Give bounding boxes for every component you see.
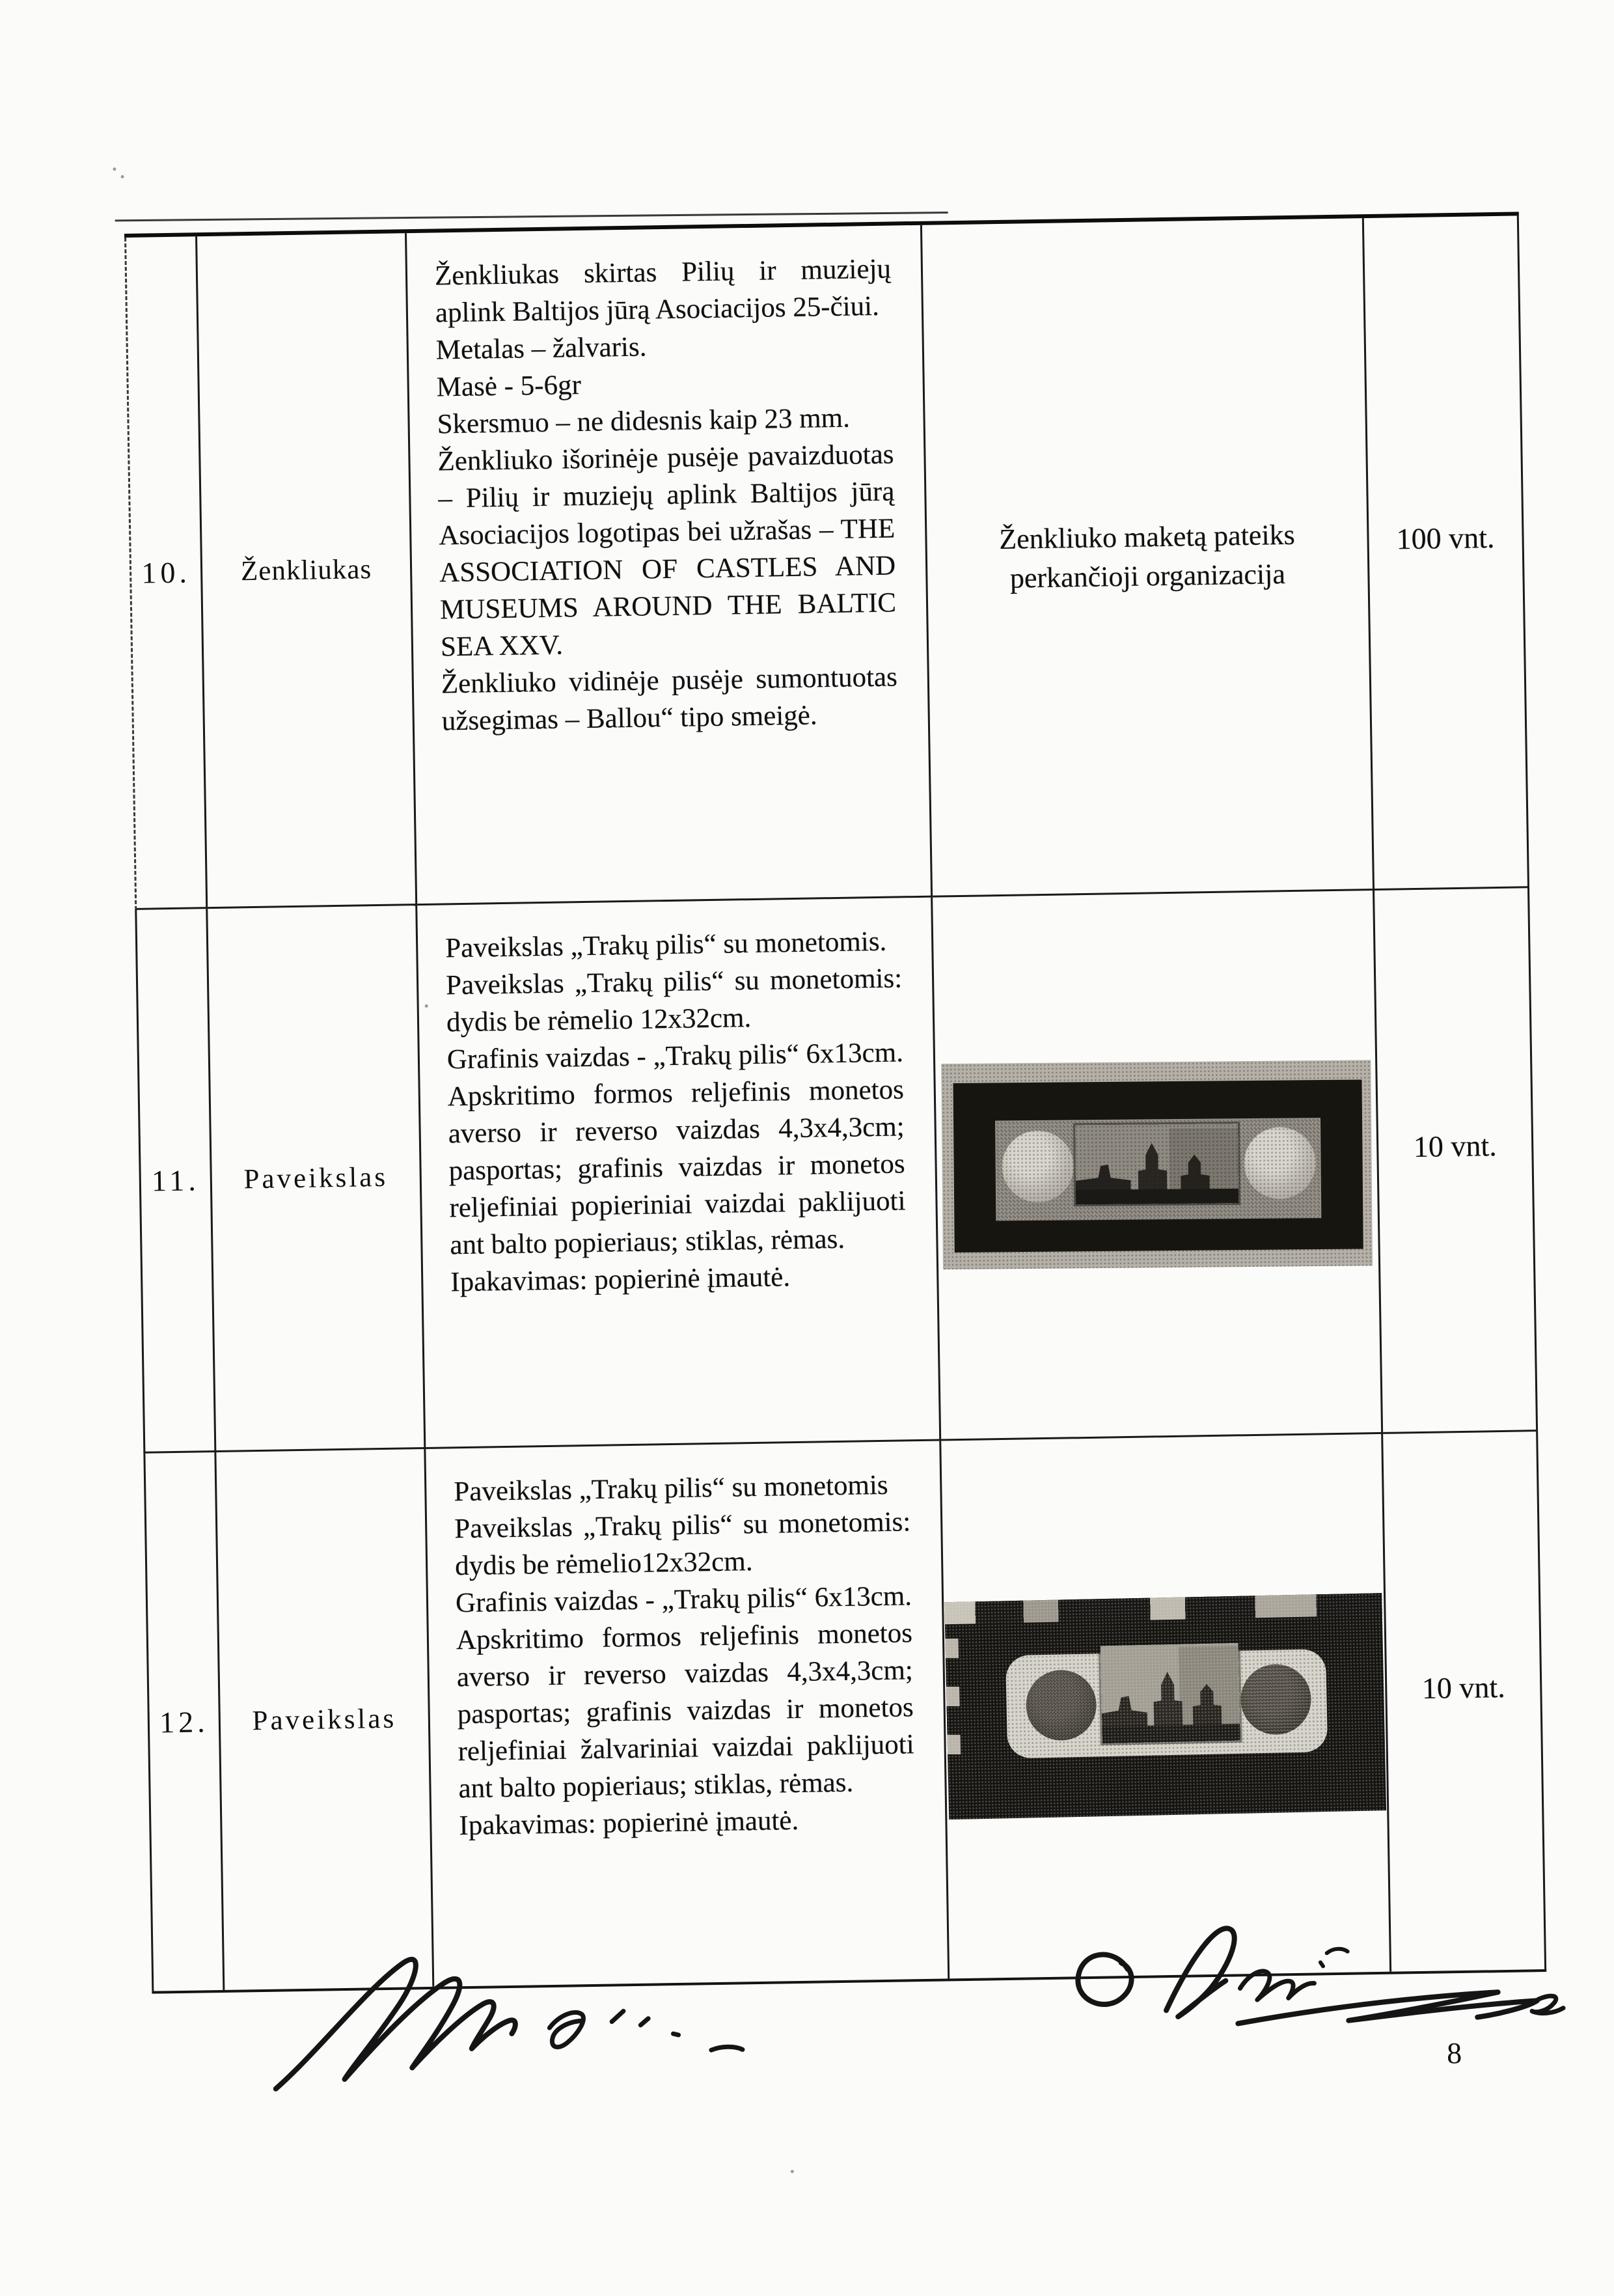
scan-artifact-line (115, 212, 948, 221)
item-name: Ženkliukas (240, 553, 372, 587)
description-paragraph: Paveikslas „Trakų pilis“ su monetomis. (445, 926, 887, 964)
framed-artwork-photo-dark (944, 1593, 1386, 1819)
row-12-number-cell (143, 1452, 225, 1991)
note-text: Ženkliuko maketą pateiks perkančioji organizacija (998, 518, 1296, 594)
row-12-item-cell (216, 1449, 434, 1990)
signature-right (1041, 1907, 1603, 2053)
row-11-item-cell (208, 906, 426, 1452)
page-number: 8 (1446, 2036, 1462, 2070)
row-number: 12. (159, 1704, 210, 1739)
scan-texture-notch (945, 1639, 961, 1779)
castle-graphic (1101, 1643, 1240, 1743)
framed-artwork-photo (941, 1060, 1373, 1269)
row-11-photo-cell (933, 891, 1383, 1441)
row-10-number-cell (124, 236, 208, 910)
coin-right (1244, 1127, 1316, 1199)
scan-speck (791, 2170, 794, 2173)
scan-speck (121, 175, 124, 178)
description-paragraph: Paveikslas „Trakų pilis“ su monetomis: dydis be rėmelio12x32cm. (454, 1506, 911, 1582)
row-10-quantity-cell (1364, 215, 1527, 891)
description-paragraph: Ipakavimas: popierinė įmautė. (450, 1262, 791, 1298)
description-paragraph: Skersmuo – ne didesnis kaip 23 mm. (437, 402, 851, 440)
description-paragraph: Grafinis vaizdas - „Trakų pilis“ 6x13cm. Apskritimo formos reljefinis monetos averso ir reverso vaizdas 4,3x4,3cm; pasportas; grafinis vaizdas ir monetos reljefiniai žalvariniai vaizdai paklijuoti ant balto popieriaus; stiklas, rėmas. (455, 1581, 914, 1805)
row-11-description-cell (417, 898, 941, 1449)
description-paragraph: Ženkliuko išorinėje pusėje pavaizduotas – Pilių ir muziejų aplink Baltijos jūrą Asociacijos logotipas bei užrašas – THE ASSOCIATION OF CASTLES AND MUSEUMS AROUND THE BALTIC SEA XXV. (437, 439, 897, 663)
castle-graphic (1075, 1124, 1238, 1204)
item-name: Paveikslas (252, 1703, 397, 1736)
row-11-quantity-cell (1375, 888, 1536, 1434)
row-10-note-cell (922, 218, 1375, 898)
scan-speck (113, 167, 116, 171)
specification-table (124, 212, 1546, 1993)
coin-left (1002, 1130, 1074, 1202)
quantity-text: 100 vnt. (1396, 520, 1495, 555)
row-12-photo-cell (941, 1434, 1391, 1979)
description-paragraph: Ženkliukas skirtas Pilių ir muziejų aplink Baltijos jūrą Asociacijos 25-čiui. (434, 253, 892, 329)
scan-texture-strip (944, 1593, 1382, 1624)
row-12-quantity-cell (1383, 1432, 1544, 1972)
row-11-number-cell (135, 909, 216, 1454)
item-name: Paveikslas (243, 1161, 389, 1195)
quantity-text: 10 vnt. (1413, 1128, 1498, 1163)
row-10-description-cell (407, 225, 933, 906)
row-10-item-cell (197, 233, 417, 909)
signature-left (254, 1941, 797, 2099)
description-paragraph: Metalas – žalvaris. (435, 331, 647, 366)
row-number: 10. (141, 555, 191, 590)
row-number: 11. (151, 1163, 200, 1198)
description-paragraph: Ženkliuko vidinėje pusėje sumontuotas užsegimas – Ballou“ tipo smeigė. (441, 661, 898, 737)
scan-speck (425, 1004, 428, 1008)
quantity-text: 10 vnt. (1421, 1670, 1506, 1705)
row-12-description-cell (426, 1441, 950, 1987)
description-paragraph: Ipakavimas: popierinė įmautė. (459, 1805, 799, 1842)
description-paragraph: Masė - 5-6gr (436, 370, 582, 403)
description-paragraph: Grafinis vaizdas - „Trakų pilis“ 6x13cm. Apskritimo formos reljefinis monetos averso ir reverso vaizdas 4,3x4,3cm; pasportas; grafinis vaizdas ir monetos reljefiniai popieriniai vaizdai paklijuoti ant balto popieriaus; stiklas, rėmas. (446, 1037, 906, 1261)
description-paragraph: Paveikslas „Trakų pilis“ su monetomis (454, 1469, 888, 1508)
description-paragraph: Paveikslas „Trakų pilis“ su monetomis: dydis be rėmelio 12x32cm. (445, 963, 903, 1038)
